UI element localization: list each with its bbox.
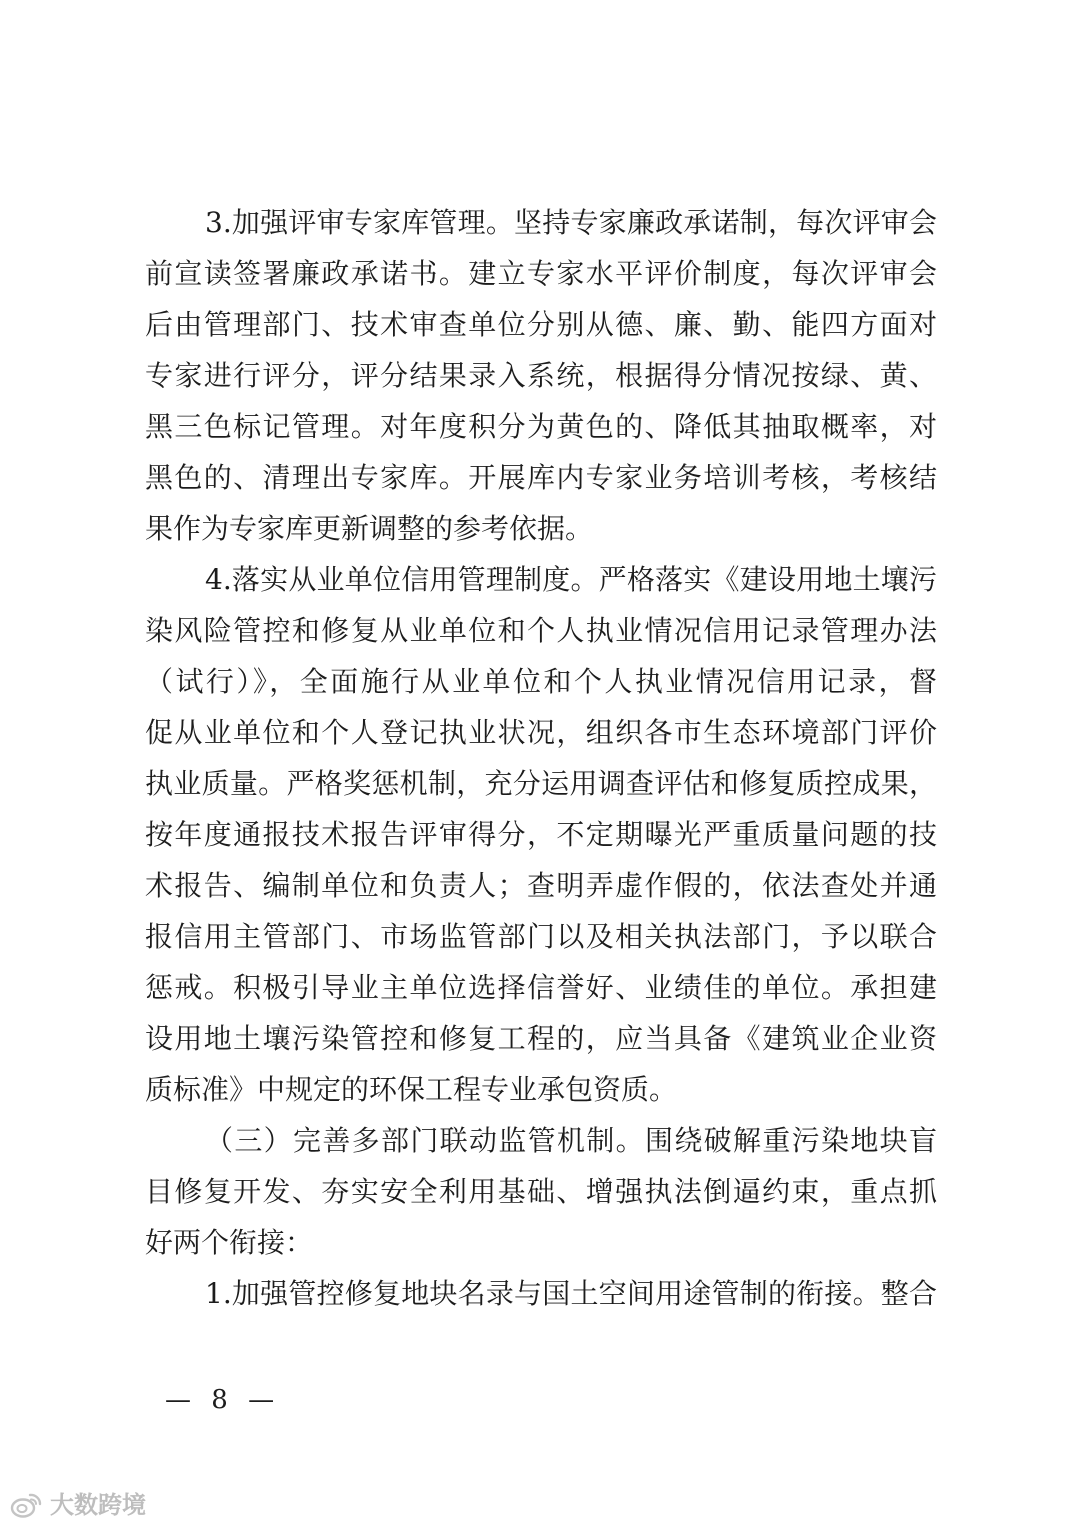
paragraph-credit-management <box>145 554 937 1115</box>
text-line: 前宣读签署廉政承诺书。建立专家水平评价制度，每次评审会 <box>145 257 937 290</box>
text-line: 好两个衔接： <box>145 1226 314 1259</box>
watermark-text: 大数跨境 <box>50 1491 146 1519</box>
text-line: 4.落实从业单位信用管理制度。严格落实《建设用地土壤污 <box>205 563 937 596</box>
text-line: 质标准》中规定的环保工程专业承包资质。 <box>145 1073 678 1106</box>
page-number: — 8 — <box>165 1385 281 1415</box>
text-line: （三）完善多部门联动监管机制。围绕破解重污染地块盲 <box>205 1124 937 1157</box>
text-line: 3.加强评审专家库管理。坚持专家廉政承诺制，每次评审会 <box>205 206 937 239</box>
paragraph-multi-department <box>145 1115 937 1268</box>
text-line: 执业质量。严格奖惩机制，充分运用调查评估和修复质控成果， <box>145 767 937 800</box>
text-line: 促从业单位和个人登记执业状况，组织各市生态环境部门评价 <box>145 716 937 749</box>
text-line: 黑色的、清理出专家库。开展库内专家业务培训考核，考核结 <box>145 461 937 494</box>
paragraph-expert-pool <box>145 197 937 554</box>
text-line: 1.加强管控修复地块名录与国土空间用途管制的衔接。整合 <box>205 1277 937 1310</box>
body-text <box>145 197 937 1319</box>
text-line: （试行）》，全面施行从业单位和个人执业情况信用记录，督 <box>145 665 937 698</box>
text-line: 果作为专家库更新调整的参考依据。 <box>145 512 594 545</box>
text-line: 染风险管控和修复从业单位和个人执业情况信用记录管理办法 <box>145 614 937 647</box>
text-line: 报信用主管部门、市场监管部门以及相关执法部门，予以联合 <box>145 920 937 953</box>
paragraph-land-use-control <box>145 1268 937 1319</box>
text-line: 按年度通报技术报告评审得分，不定期曝光严重质量问题的技 <box>145 818 937 851</box>
text-line: 目修复开发、夯实安全利用基础、增强执法倒逼约束，重点抓 <box>145 1175 937 1208</box>
watermark <box>8 1488 146 1522</box>
text-line: 设用地土壤污染管控和修复工程的，应当具备《建筑业企业资 <box>145 1022 937 1055</box>
text-line: 术报告、编制单位和负责人；查明弄虚作假的，依法查处并通 <box>145 869 937 902</box>
text-line: 黑三色标记管理。对年度积分为黄色的、降低其抽取概率，对 <box>145 410 937 443</box>
text-line: 专家进行评分，评分结果录入系统，根据得分情况按绿、黄、 <box>145 359 937 392</box>
watermark-logo-icon <box>8 1490 44 1520</box>
text-line: 后由管理部门、技术审查单位分别从德、廉、勤、能四方面对 <box>145 308 937 341</box>
text-line: 惩戒。积极引导业主单位选择信誉好、业绩佳的单位。承担建 <box>145 971 937 1004</box>
